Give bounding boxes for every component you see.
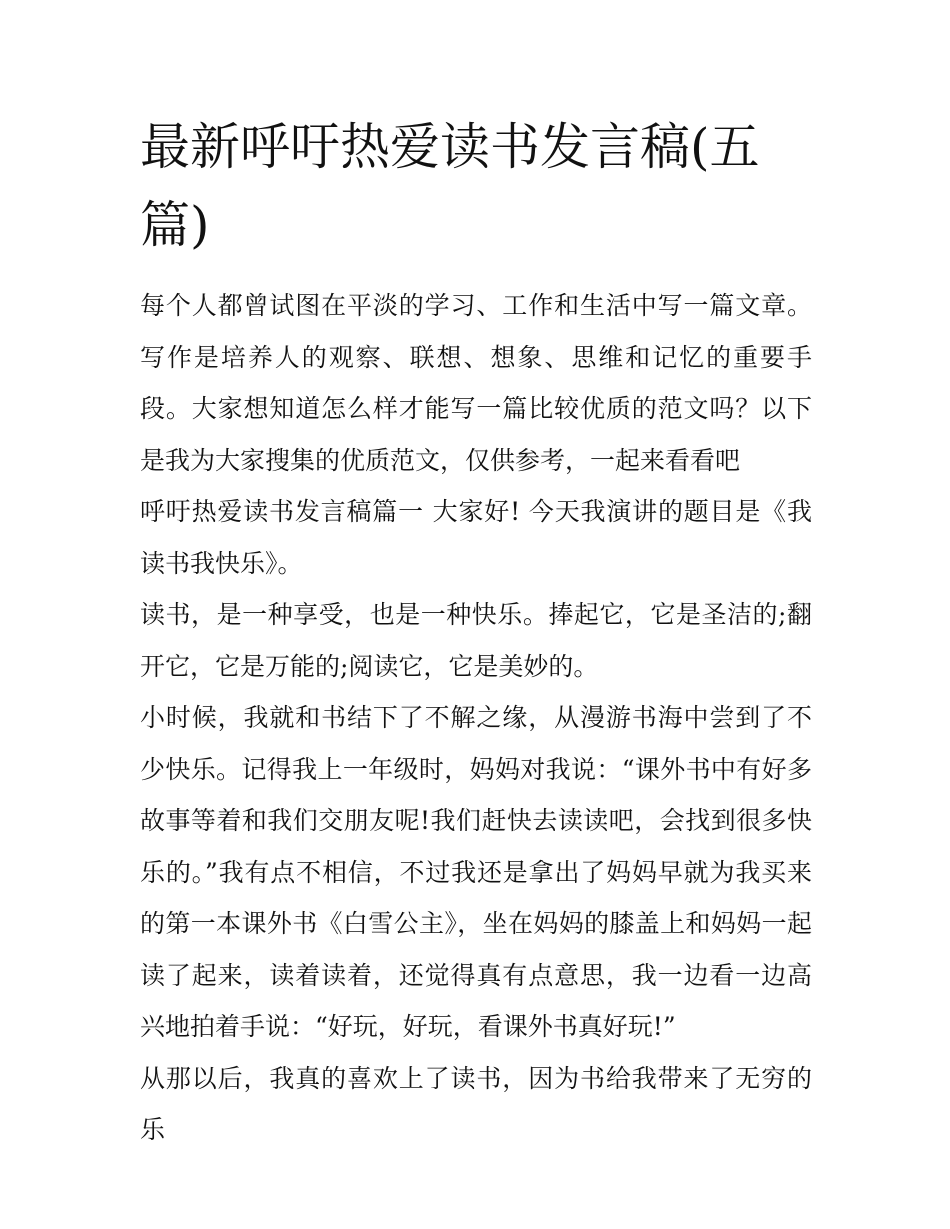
paragraph-reading-joy: 读书，是一种享受，也是一种快乐。捧起它，它是圣洁的;翻开它，它是万能的;阅读它，它是美妙的。 xyxy=(140,600,812,681)
document-body xyxy=(140,108,812,1156)
paragraph-since-then: 从那以后，我真的喜欢上了读书，因为书给我带来了无穷的乐 xyxy=(140,1063,812,1144)
document-title: 最新呼吁热爱读书发言稿(五篇) xyxy=(140,118,760,254)
paragraph-greeting: 呼吁热爱读书发言稿篇一 大家好! 今天我演讲的题目是《我读书我快乐》。 xyxy=(140,497,812,578)
paragraph-childhood: 小时候，我就和书结下了不解之缘，从漫游书海中尝到了不少快乐。记得我上一年级时，妈妈对我说：“课外书中有好多故事等着和我们交朋友呢!我们赶快去读读吧，会找到很多快乐的。”我有点不相信，不过我还是拿出了妈妈早就为我买来的第一本课外书《白雪公主》，坐在妈妈的膝盖上和妈妈一起读了起来，读着读着，还觉得真有点意思，我一边看一边高兴地拍着手说：“好玩，好玩，看课外书真好玩!” xyxy=(140,703,812,1041)
paragraph-intro: 每个人都曾试图在平淡的学习、工作和生活中写一篇文章。写作是培养人的观察、联想、想象、思维和记忆的重要手段。大家想知道怎么样才能写一篇比较优质的范文吗？以下是我为大家搜集的优质范文，仅供参考，一起来看看吧 xyxy=(140,291,812,475)
